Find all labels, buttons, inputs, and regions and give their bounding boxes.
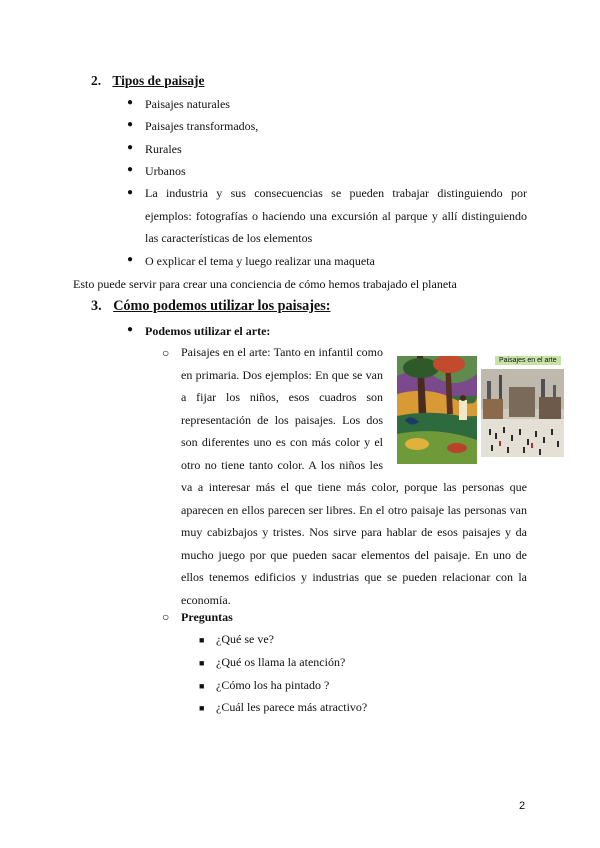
- circle-bullet-icon: ○: [162, 346, 170, 360]
- section-2-title: Tipos de paisaje: [112, 73, 205, 88]
- paragraph-line: a fijar los niños, esos cuadros son: [181, 390, 383, 405]
- paragraph-line: va a interesar más el que tiene más color, porque las personas que: [181, 480, 527, 494]
- square-bullet-icon: ■: [199, 635, 205, 645]
- image-caption: Paisajes en el arte: [495, 356, 561, 365]
- art-paragraph-top: [181, 341, 383, 477]
- list-item: Paisajes naturales: [145, 97, 230, 111]
- page-number: 2: [519, 800, 526, 812]
- colorful-painting-image: [397, 356, 477, 464]
- art-bullet: Podemos utilizar el arte:: [145, 324, 271, 338]
- art-paragraph-bottom: [181, 476, 527, 612]
- industry-paragraph: [145, 182, 527, 250]
- square-bullet-icon: ■: [199, 658, 205, 668]
- paragraph-line: en primaria. Dos ejemplos: En que se van: [181, 367, 383, 382]
- bullet-icon: ●: [127, 119, 134, 130]
- bullet-icon: ●: [127, 142, 134, 153]
- question-item: ¿Qué se ve?: [216, 632, 274, 646]
- industrial-painting-image: [481, 369, 564, 457]
- question-item: ¿Cuál les parece más atractivo?: [216, 700, 368, 714]
- list-item: Rurales: [145, 142, 182, 156]
- question-item: ¿Qué os llama la atención?: [216, 655, 346, 669]
- paragraph-line: representación de los paisajes. Los dos: [181, 412, 383, 427]
- question-item: ¿Cómo los ha pintado ?: [216, 678, 330, 692]
- bullet-icon: ●: [127, 97, 134, 108]
- paragraph-line: Paisajes en el arte: Tanto en infantil como: [181, 345, 383, 359]
- paragraph-line: son diferentes uno es con más color y el: [181, 435, 383, 450]
- circle-bullet-icon: ○: [162, 610, 170, 624]
- section-3-heading: [91, 298, 330, 315]
- bullet-icon: ●: [127, 187, 134, 198]
- paragraph-line: las características de los elementos: [145, 231, 313, 246]
- paragraph-line: mucho juego por que pueden sacar elementos del paisaje. En uno de: [181, 547, 527, 562]
- section-2-number: 2.: [91, 73, 102, 88]
- square-bullet-icon: ■: [199, 681, 205, 691]
- bullet-icon: ●: [127, 164, 134, 175]
- section-3-number: 3.: [91, 298, 102, 314]
- section-3-title: Cómo podemos utilizar los paisajes:: [113, 298, 331, 314]
- paragraph-line: otro no tiene tanto color. A los niños les: [181, 457, 383, 472]
- paragraph-line: muy cabizbajos y tristes. Nos sirve para hablar de esos paisajes y da: [181, 525, 527, 540]
- paragraph-line: economía.: [181, 592, 231, 607]
- section-2-heading: [91, 73, 204, 89]
- bullet-icon: ●: [127, 324, 134, 335]
- list-item: Paisajes transformados,: [145, 119, 259, 133]
- bullet-icon: ●: [127, 254, 134, 265]
- square-bullet-icon: ■: [199, 703, 205, 713]
- list-item: O explicar el tema y luego realizar una maqueta: [145, 254, 375, 268]
- note-text: Esto puede servir para crear una conciencia de cómo hemos trabajado el planeta: [73, 277, 457, 291]
- list-item: Urbanos: [145, 164, 186, 178]
- paragraph-line: ejemplos: fotografías o haciendo una excursión al parque y allí distinguiendo: [145, 208, 527, 223]
- paragraph-line: aparecen en ellos parecen ser libres. En el otro paisaje las personas van: [181, 502, 527, 517]
- questions-title: Preguntas: [181, 610, 233, 624]
- paragraph-line: La industria y sus consecuencias se pueden trabajar distinguiendo por: [145, 186, 527, 200]
- paragraph-line: ellos tenemos edificios y industrias que se pueden relacionar con la: [181, 570, 527, 585]
